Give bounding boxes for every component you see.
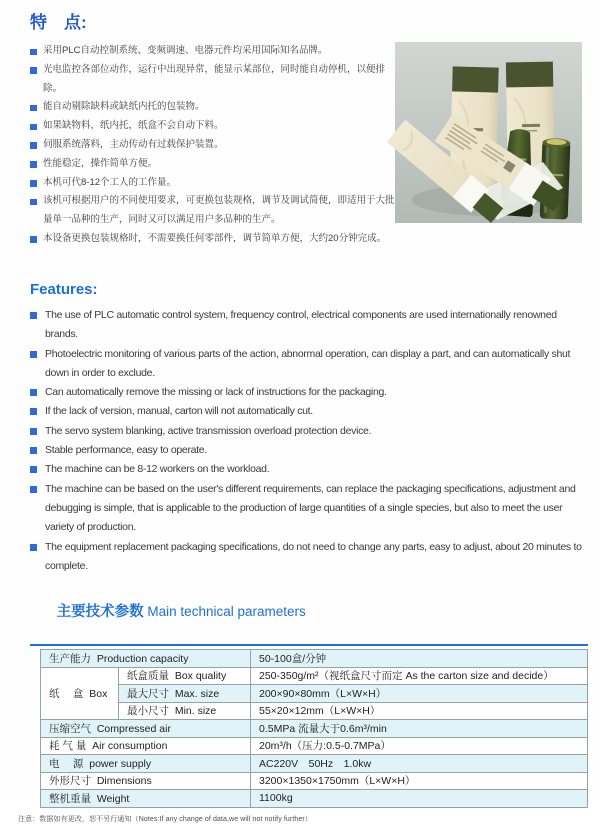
feature-en-text: If the lack of version, manual, carton will not automatically cut. — [45, 405, 313, 418]
table-row — [41, 650, 588, 668]
features-en-heading: Features: — [30, 281, 98, 298]
bullet-square-icon — [30, 142, 37, 149]
feature-cn-text: 该机可根据用户的不同使用要求，可更换包装规格，调节及调试简便，即适用于大批量单一品种的生产，同时又可以满足用户多品种的生产。 — [43, 195, 395, 226]
table-row — [41, 702, 588, 720]
bullet-square-icon — [30, 105, 37, 112]
feature-en-text: The use of PLC automatic control system, frequency control, electrical components are used internationally renowned brands. — [45, 309, 557, 341]
feature-cn-item — [30, 192, 402, 230]
feature-cn-item — [30, 136, 402, 155]
feature-en-item — [30, 345, 590, 384]
feature-cn-item — [30, 117, 402, 136]
tech-heading-en: Main technical parameters — [143, 604, 306, 619]
feature-cn-item — [30, 61, 402, 99]
bullet-square-icon — [30, 447, 37, 454]
feature-en-item — [30, 441, 590, 460]
table-row — [41, 667, 588, 685]
table-row — [41, 772, 588, 790]
param-value-cell: 55×20×12mm（L×W×H） — [251, 702, 588, 720]
bullet-square-icon — [30, 389, 37, 396]
product-photo-svg — [395, 42, 582, 223]
param-value-cell: 250-350g/m²（视纸盒尺寸而定 As the carton size and decide） — [251, 667, 588, 685]
feature-en-item — [30, 422, 590, 441]
feature-en-text: Photoelectric monitoring of various parts of the action, abnormal operation, can display a part, and can automatically shut down in order to exclude. — [45, 347, 571, 379]
feature-en-text: The machine can be 8-12 workers on the workload. — [45, 463, 270, 476]
feature-cn-text: 如果缺物料，纸内托，纸盒不会自动下料。 — [43, 120, 224, 132]
param-value-cell: AC220V 50Hz 1.0kw — [251, 755, 588, 773]
bullet-square-icon — [30, 180, 37, 187]
feature-cn-text: 本机可代8-12个工人的工作量。 — [43, 176, 177, 188]
bullet-square-icon — [30, 466, 37, 473]
features-cn-section — [30, 12, 402, 249]
feature-en-text: The servo system blanking, active transmission overload protection device. — [45, 424, 372, 437]
feature-en-item — [30, 480, 590, 538]
param-label-cell: 耗 气 量 Air consumption — [41, 737, 251, 755]
feature-en-text: The equipment replacement packaging specifications, do not need to change any parts, easy to adjust, about 20 minutes to complete. — [45, 540, 582, 572]
bullet-square-icon — [30, 67, 37, 74]
table-row — [41, 790, 588, 808]
param-value-cell: 200×90×80mm（L×W×H） — [251, 685, 588, 703]
bullet-square-icon — [30, 544, 37, 551]
param-value-cell: 1100kg — [251, 790, 588, 808]
feature-en-text: The machine can be based on the user's different requirements, can replace the packaging specifications, adjustment and debugging is simple, that is applicable to the production of large quantities of a single species, but also to meet the user variety of production. — [45, 482, 576, 534]
feature-en-text: Can automatically remove the missing or lack of instructions for the packaging. — [45, 386, 387, 399]
tech-heading-cn: 主要技术参数 — [56, 604, 144, 620]
bullet-square-icon — [30, 199, 37, 206]
features-en-section — [30, 280, 590, 576]
feature-en-item — [30, 383, 590, 402]
feature-cn-item — [30, 230, 402, 249]
feature-en-item — [30, 538, 590, 577]
param-label-cell: 纸盒质量 Box quality — [119, 667, 251, 685]
param-label-cell: 外形尺寸 Dimensions — [41, 772, 251, 790]
features-cn-list — [30, 42, 402, 249]
feature-en-item — [30, 306, 590, 345]
bullet-square-icon — [30, 161, 37, 168]
tech-params-table — [40, 649, 588, 808]
param-value-cell: 50-100盒/分钟 — [251, 650, 588, 668]
param-label-cell: 电 源 power supply — [41, 755, 251, 773]
feature-cn-text: 伺服系统落料，主动传动有过载保护装置。 — [43, 138, 224, 150]
footnote: 注意：数据如有更改，恕不另行通知（Notes:If any change of data,we will not notify further） — [18, 815, 312, 823]
feature-cn-text: 能自动剔除缺料或缺纸内托的包装物。 — [43, 101, 205, 113]
bullet-square-icon — [30, 428, 37, 435]
feature-cn-text: 性能稳定，操作简单方便。 — [43, 157, 158, 169]
table-row — [41, 737, 588, 755]
feature-cn-text: 采用PLC自动控制系统、变频调速、电器元件均采用国际知名品牌。 — [43, 45, 328, 56]
product-photo — [395, 42, 582, 223]
table-row — [41, 685, 588, 703]
param-value-cell: 0.5MPa 流量大于0.6m³/min — [251, 720, 588, 738]
feature-cn-text: 本设备更换包装规格时，不需要换任何零部件，调节简单方便，大约20分钟完成。 — [43, 232, 387, 244]
bullet-square-icon — [30, 124, 37, 131]
param-label-cell: 整机重量 Weight — [41, 790, 251, 808]
feature-cn-item — [30, 155, 402, 174]
param-value-cell: 3200×1350×1750mm（L×W×H） — [251, 772, 588, 790]
feature-cn-text: 光电监控各部位动作，运行中出现异常，能显示某部位，同时能自动停机，以便排除。 — [43, 63, 386, 94]
features-cn-heading: 特 点: — [30, 13, 87, 32]
table-row — [41, 755, 588, 773]
bullet-square-icon — [30, 49, 37, 56]
tech-params-section — [18, 582, 588, 824]
feature-cn-item — [30, 174, 402, 193]
param-label-cell: 最小尺寸 Min. size — [119, 702, 251, 720]
param-label-cell: 压缩空气 Compressed air — [41, 720, 251, 738]
table-row — [41, 720, 588, 738]
feature-en-text: Stable performance, easy to operate. — [45, 444, 207, 457]
bullet-square-icon — [30, 486, 37, 493]
param-value-cell: 20m³/h（压力:0.5-0.7MPa） — [251, 737, 588, 755]
feature-en-item — [30, 460, 590, 479]
bullet-square-icon — [30, 351, 37, 358]
param-label-cell: 生产能力 Production capacity — [41, 650, 251, 668]
feature-cn-item — [30, 42, 402, 61]
features-en-list — [30, 306, 590, 576]
feature-en-item — [30, 402, 590, 421]
bullet-square-icon — [30, 408, 37, 415]
bullet-square-icon — [30, 312, 37, 319]
param-label-cell: 最大尺寸 Max. size — [119, 685, 251, 703]
tech-params-heading — [30, 582, 588, 646]
param-group-label-cell: 纸 盒 Box — [41, 667, 119, 720]
feature-cn-item — [30, 98, 402, 117]
bullet-square-icon — [30, 236, 37, 243]
